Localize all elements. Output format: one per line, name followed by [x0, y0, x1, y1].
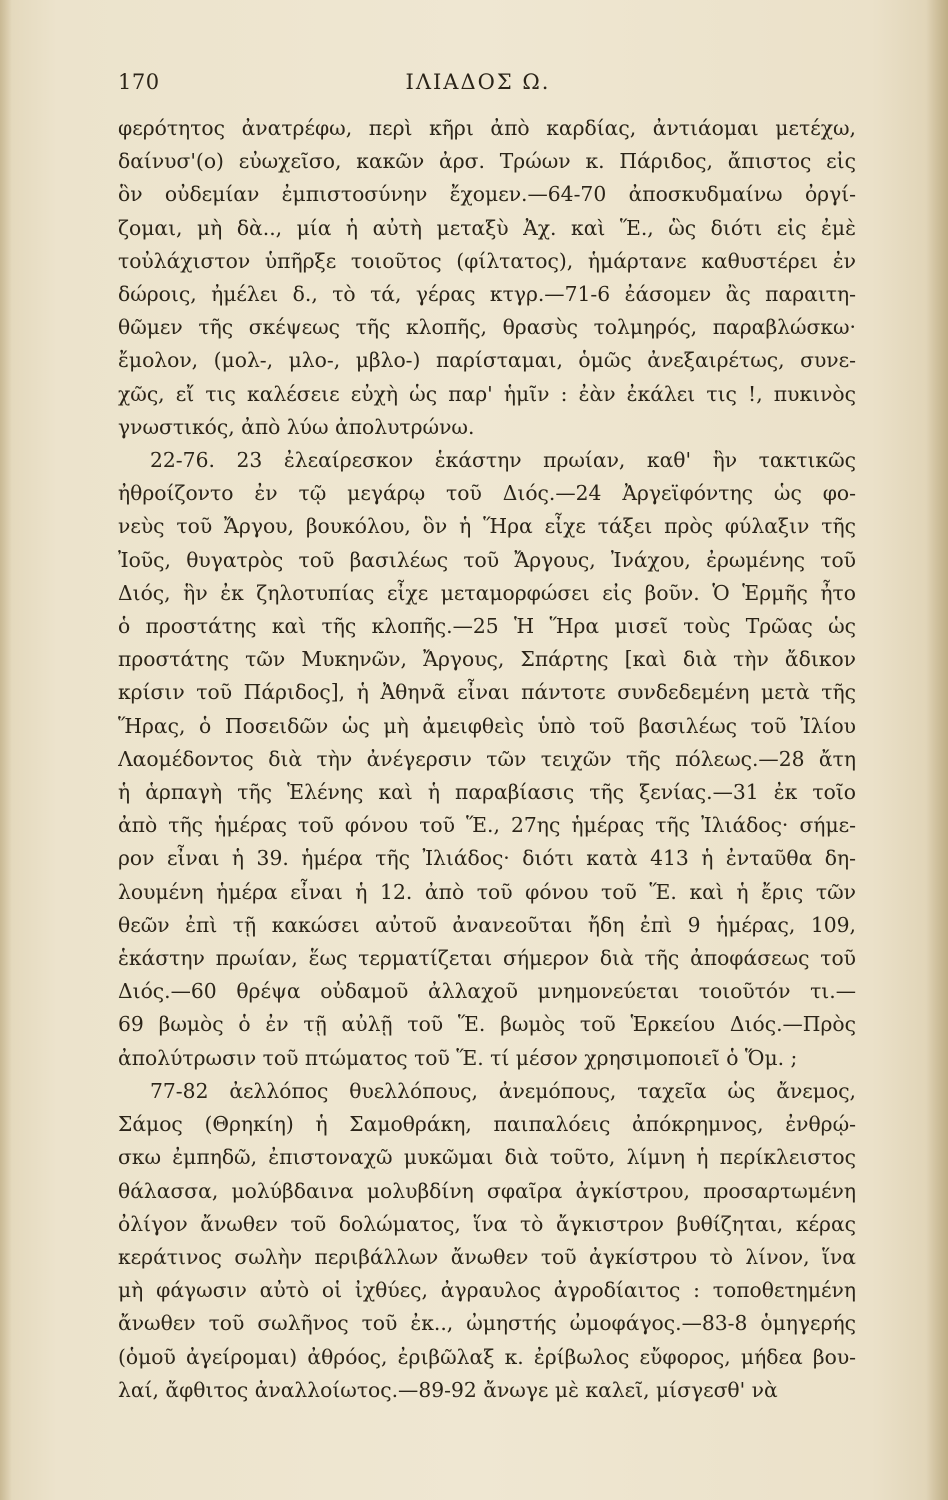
text-line: 22-76. 23 ἐλεαίρεσκον ἑκάστην πρωίαν, καθ' ἣν τακτικῶς: [150, 448, 856, 473]
text-line: θάλασσα, μολύβδαινα μολυβδίνη σφαῖρα ἀγκίστρου, προσαρτωμένη: [118, 1178, 856, 1203]
text-line: δώροις, ἠμέλει δ., τὸ τά, γέρας κτγρ.—71-6 ἐάσομεν ἂς παραιτη-: [118, 282, 856, 307]
text-line: σκω ἐμπηδῶ, ἐπιστοναχῶ μυκῶμαι διὰ τοῦτο, λίμνη ἡ περίκλειστος: [118, 1145, 856, 1170]
text-line: ζομαι, μὴ δὰ.., μία ἡ αὐτὴ μεταξὺ Ἀχ. καὶ Ἕ., ὣς διότι εἰς ἐμὲ: [118, 215, 856, 240]
page-header: [118, 70, 838, 106]
text-line: Διός.—60 θρέψα οὐδαμοῦ ἀλλαχοῦ μνημονεύεται τοιοῦτόν τι.—: [118, 979, 856, 1004]
text-line: κεράτινος σωλὴν περιβάλλων ἄνωθεν τοῦ ἀγκίστρου τὸ λίνον, ἵνα: [118, 1244, 856, 1269]
text-line: χῶς, εἴ τις καλέσειε εὐχὴ ὡς παρ' ἡμῖν : ἐὰν ἐκάλει τις !, πυκινὸς: [118, 381, 856, 406]
text-line: ὃν οὐδεμίαν ἐμπιστοσύνην ἔχομεν.—64-70 ἀποσκυδμαίνω ὀργί-: [118, 182, 856, 207]
text-line: νεὺς τοῦ Ἄργου, βουκόλου, ὃν ἡ Ἥρα εἶχε τάξει πρὸς φύλαξιν τῆς: [118, 514, 856, 539]
page-number: 170: [118, 70, 160, 94]
text-line: ἄνωθεν τοῦ σωλῆνος τοῦ ἐκ.., ὠμηστής ὠμοφάγος.—83-8 ὁμηγερής: [118, 1311, 856, 1336]
text-line: λουμένη ἡμέρα εἶναι ἡ 12. ἀπὸ τοῦ φόνου τοῦ Ἕ. καὶ ἡ ἔρις τῶν: [118, 879, 856, 904]
text-line: Ἥρας, ὁ Ποσειδῶν ὡς μὴ ἀμειφθεὶς ὑπὸ τοῦ βασιλέως τοῦ Ἰλίου: [118, 713, 856, 738]
text-line: Διός, ἣν ἐκ ζηλοτυπίας εἶχε μεταμορφώσει εἰς βοῦν. Ὁ Ἑρμῆς ἦτο: [118, 580, 856, 605]
text-line: 77-82 ἀελλόπος θυελλόπους, ἀνεμόπους, ταχεῖα ὡς ἄνεμος,: [150, 1078, 856, 1103]
text-line: ἡ ἁρπαγὴ τῆς Ἑλένης καὶ ἡ παραβίασις τῆς ξενίας.—31 ἐκ τοῖο: [118, 780, 856, 805]
text-line: γνωστικός, ἀπὸ λύω ἀπολυτρώνω.: [118, 414, 475, 439]
text-line: φερότητος ἀνατρέφω, περὶ κῆρι ἀπὸ καρδίας, ἀντιάομαι μετέχω,: [118, 116, 856, 140]
text-line: δαίνυσ'(ο) εὐωχεῖσο, κακῶν ἀρσ. Τρώων κ. Πάριδος, ἄπιστος εἰς: [118, 149, 856, 174]
text-line: μὴ φάγωσιν αὐτὸ οἱ ἰχθύες, ἀγραυλος ἀγροδίαιτος : τοποθετημένη: [118, 1278, 856, 1303]
text-line: ἠθροίζοντο ἐν τῷ μεγάρῳ τοῦ Διός.—24 Ἀργεϊφόντης ὡς φο-: [118, 481, 856, 506]
text-line: ἑκάστην πρωίαν, ἕως τερματίζεται σήμερον διὰ τῆς ἀποφάσεως τοῦ: [118, 946, 856, 971]
text-line: ἀπολύτρωσιν τοῦ πτώματος τοῦ Ἕ. τί μέσον χρησιμοποιεῖ ὁ Ὅμ. ;: [118, 1045, 798, 1070]
text-line: κρίσιν τοῦ Πάριδος], ἡ Ἀθηνᾶ εἶναι πάντοτε συνδεδεμένη μετὰ τῆς: [118, 680, 856, 705]
text-line: θεῶν ἐπὶ τῇ κακώσει αὐτοῦ ἀνανεοῦται ἤδη ἐπὶ 9 ἡμέρας, 109,: [118, 912, 856, 937]
text-line: (ὁμοῦ ἀγείρομαι) ἀθρόος, ἐριβῶλαξ κ. ἐρίβωλος εὔφορος, μήδεα βου-: [118, 1344, 856, 1369]
running-title: ΙΛΙΑΔΟΣ Ω.: [405, 70, 551, 94]
text-line: Σάμος (Θρηκίη) ἡ Σαμοθράκη, παιπαλόεις ἀπόκρημνος, ἐνθρῴ-: [118, 1112, 856, 1137]
text-line: θῶμεν τῆς σκέψεως τῆς κλοπῆς, θρασὺς τολμηρός, παραβλώσκω·: [118, 315, 856, 340]
text-line: λαί, ἄφθιτος ἀναλλοίωτος.—89-92 ἄνωγε μὲ καλεῖ, μίσγεσθ' νὰ: [118, 1377, 778, 1402]
page-edge-left: [0, 0, 12, 1500]
text-line: ἀπὸ τῆς ἡμέρας τοῦ φόνου τοῦ Ἕ., 27ης ἡμέρας τῆς Ἰλιάδος· σήμε-: [118, 813, 856, 838]
text-line: Λαομέδοντος διὰ τὴν ἀνέγερσιν τῶν τειχῶν τῆς πόλεως.—28 ἄτη: [118, 746, 856, 771]
text-line: ρον εἶναι ἡ 39. ἡμέρα τῆς Ἰλιάδος· διότι κατὰ 413 ἡ ἐνταῦθα δη-: [118, 846, 856, 871]
text-line: Ἰοῦς, θυγατρὸς τοῦ βασιλέως τοῦ Ἄργους, Ἰνάχου, ἐρωμένης τοῦ: [118, 547, 856, 572]
text-line: ὁ προστάτης καὶ τῆς κλοπῆς.—25 Ἡ Ἥρα μισεῖ τοὺς Τρῶας ὡς: [118, 614, 856, 639]
text-line: τοὐλάχιστον ὑπῆρξε τοιοῦτος (φίλτατος), ἡμάρτανε καθυστέρει ἐν: [118, 248, 856, 273]
page-edge-right: [926, 0, 948, 1500]
text-line: ἔμολον, (μολ-, μλο-, μβλο-) παρίσταμαι, ὁμῶς ἀνεξαιρέτως, συνε-: [118, 348, 856, 373]
commentary-text: [118, 112, 856, 1407]
text-line: 69 βωμὸς ὁ ἐν τῇ αὐλῇ τοῦ Ἕ. βωμὸς τοῦ Ἑρκείου Διός.—Πρὸς: [118, 1012, 856, 1037]
text-line: προστάτης τῶν Μυκηνῶν, Ἄργους, Σπάρτης [καὶ διὰ τὴν ἄδικον: [118, 647, 856, 672]
text-line: ὀλίγον ἄνωθεν τοῦ δολώματος, ἵνα τὸ ἄγκιστρον βυθίζηται, κέρας: [118, 1211, 856, 1236]
